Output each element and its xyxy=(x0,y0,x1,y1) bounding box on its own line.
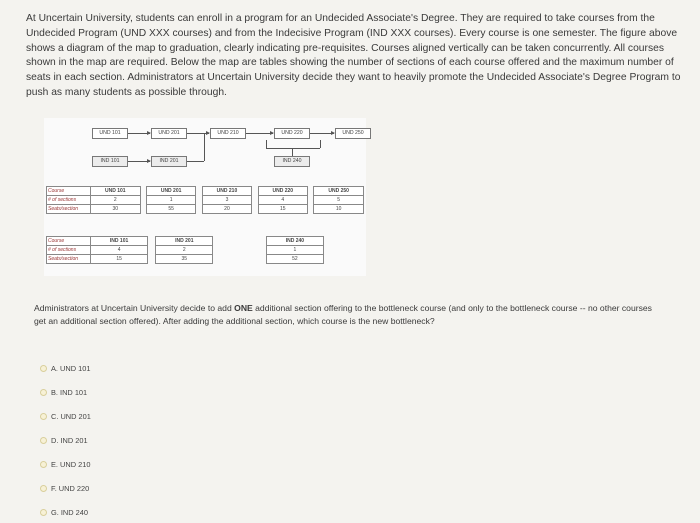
option-g[interactable] xyxy=(40,508,88,517)
option-e[interactable] xyxy=(40,460,90,469)
radio-icon[interactable] xyxy=(40,509,47,516)
course-cell: IND 240 xyxy=(266,237,323,246)
problem-intro: At Uncertain University, students can enroll in a program for an Undecided Associate's Degree. They are required to take courses from the Undecided Program (UND XXX courses) and from the Indecisive Program (IND XXX courses). Every course is one semester. The figure above shows a diagram of the map to graduation, clearly indicating pre-requisites. Courses aligned vertically can be taken concurrently. All courses shown in the map are required. Below the map are tables showing the number of sections of each course offered and the maximum number of seats in each section. Administrators at Uncertain University decide they want to heavily promote the Undecided Associate's Degree Program to push as many students as possible through. xyxy=(26,13,681,98)
arrow xyxy=(310,133,334,134)
option-label: E. UND 210 xyxy=(51,460,91,469)
node-und-201: UND 201 xyxy=(151,128,187,139)
sections-cell: 5 xyxy=(314,196,364,205)
option-label: C. UND 201 xyxy=(51,412,91,421)
option-label: D. IND 201 xyxy=(51,436,88,445)
sections-cell: 4 xyxy=(258,196,308,205)
connector xyxy=(320,140,321,148)
row-label: Seats/section xyxy=(47,205,91,214)
option-label: F. UND 220 xyxy=(51,484,90,493)
connector xyxy=(266,140,267,148)
sections-cell: 2 xyxy=(91,196,141,205)
row-label: Course xyxy=(47,237,91,246)
sections-cell: 2 xyxy=(156,246,213,255)
node-und-250: UND 250 xyxy=(335,128,371,139)
seats-cell: 10 xyxy=(314,205,364,214)
course-cell: UND 210 xyxy=(202,187,252,196)
connector xyxy=(187,161,204,162)
sections-cell: 4 xyxy=(91,246,148,255)
arrow xyxy=(246,133,273,134)
arrow xyxy=(128,161,150,162)
option-a[interactable] xyxy=(40,364,90,373)
node-ind-101: IND 101 xyxy=(92,156,128,167)
course-cell: UND 250 xyxy=(314,187,364,196)
sections-cell: 1 xyxy=(266,246,323,255)
radio-icon[interactable] xyxy=(40,365,47,372)
option-b[interactable] xyxy=(40,388,87,397)
sections-cell: 3 xyxy=(202,196,252,205)
option-c[interactable] xyxy=(40,412,91,421)
seats-cell: 15 xyxy=(91,255,148,264)
connector xyxy=(292,148,293,156)
graduation-map-figure xyxy=(44,118,366,276)
node-und-101: UND 101 xyxy=(92,128,128,139)
option-label: G. IND 240 xyxy=(51,508,88,517)
connector xyxy=(204,134,205,161)
question-part-1: Administrators at Uncertain University decide to add xyxy=(34,303,235,313)
arrow xyxy=(128,133,150,134)
course-cell: IND 201 xyxy=(156,237,213,246)
seats-cell: 30 xyxy=(91,205,141,214)
row-label: Seats/section xyxy=(47,255,91,264)
radio-icon[interactable] xyxy=(40,461,47,468)
radio-icon[interactable] xyxy=(40,485,47,492)
question-emphasis: ONE xyxy=(234,303,253,313)
node-ind-201: IND 201 xyxy=(151,156,187,167)
arrow xyxy=(187,133,209,134)
seats-cell: 52 xyxy=(266,255,323,264)
und-sections-table xyxy=(46,186,364,214)
sections-cell: 1 xyxy=(146,196,196,205)
connector xyxy=(266,148,320,149)
question-part-2: additional section offering to the bottleneck course (and only to the bottleneck course -- no other courses get an additional section offered). After adding the additional section, which course is the new bottleneck? xyxy=(34,303,652,326)
row-label: # of sections xyxy=(47,196,91,205)
node-und-210: UND 210 xyxy=(210,128,246,139)
radio-icon[interactable] xyxy=(40,437,47,444)
row-label: Course xyxy=(47,187,91,196)
option-label: B. IND 101 xyxy=(51,388,88,397)
option-f[interactable] xyxy=(40,484,89,493)
node-ind-240: IND 240 xyxy=(274,156,310,167)
course-cell: UND 201 xyxy=(146,187,196,196)
question-text xyxy=(34,302,654,328)
option-label: A. UND 101 xyxy=(51,364,91,373)
row-label: # of sections xyxy=(47,246,91,255)
seats-cell: 55 xyxy=(146,205,196,214)
course-cell: IND 101 xyxy=(91,237,148,246)
seats-cell: 35 xyxy=(156,255,213,264)
radio-icon[interactable] xyxy=(40,413,47,420)
node-und-220: UND 220 xyxy=(274,128,310,139)
seats-cell: 15 xyxy=(258,205,308,214)
option-d[interactable] xyxy=(40,436,88,445)
course-cell: UND 220 xyxy=(258,187,308,196)
seats-cell: 20 xyxy=(202,205,252,214)
radio-icon[interactable] xyxy=(40,389,47,396)
ind-sections-table xyxy=(46,236,364,264)
course-cell: UND 101 xyxy=(91,187,141,196)
